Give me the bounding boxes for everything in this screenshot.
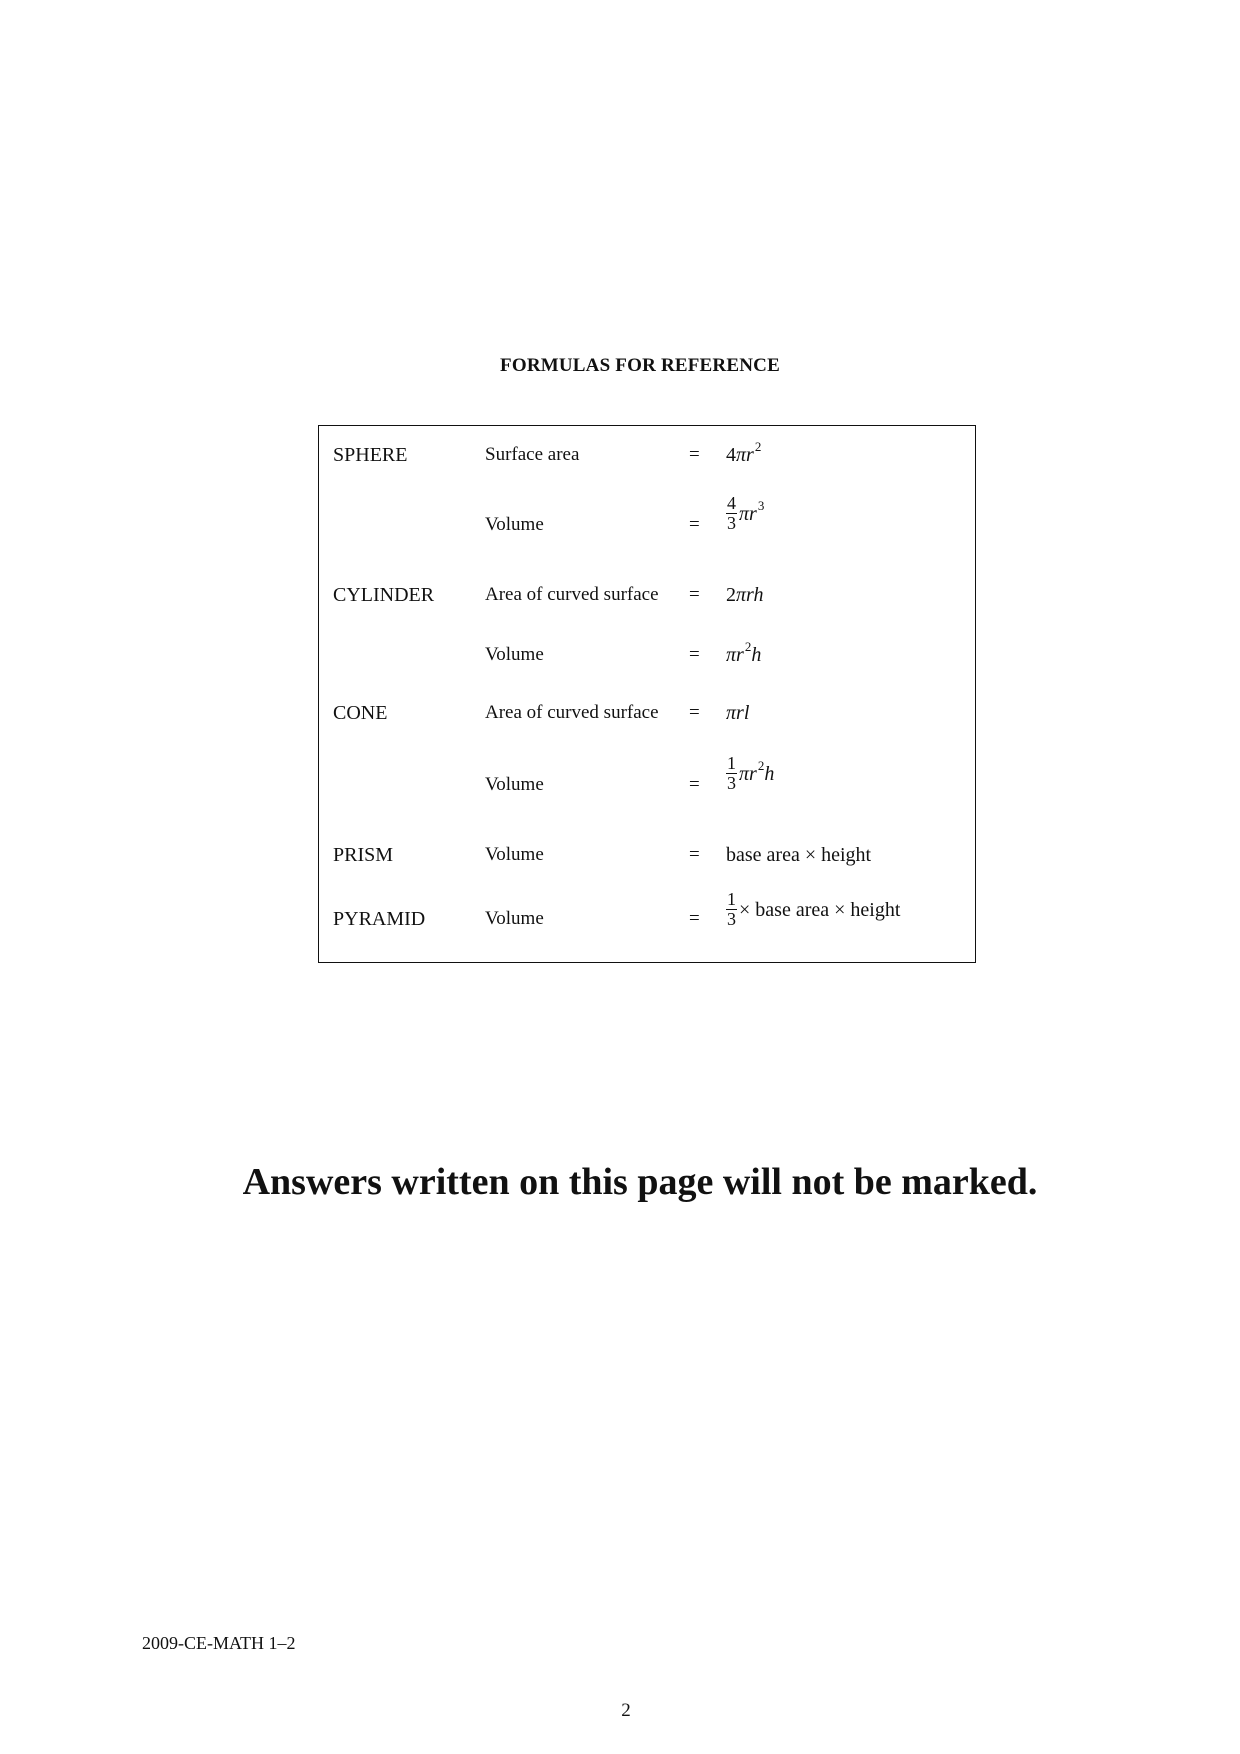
- equals-sign: =: [689, 584, 700, 605]
- shape-label: PYRAMID: [333, 908, 426, 930]
- table-row: [319, 889, 975, 968]
- property-label: Volume: [485, 514, 544, 535]
- property-label: Area of curved surface: [485, 584, 659, 605]
- prism-volume-formula: base area × height: [726, 844, 872, 866]
- shape-label: CONE: [333, 702, 388, 724]
- shape-label: CYLINDER: [333, 584, 435, 606]
- table-row: [319, 702, 975, 762]
- sphere-surface-area-formula: $4\pi r^2$: [726, 439, 762, 466]
- cylinder-curved-surface-formula: 2πrh: [726, 584, 764, 606]
- equals-sign: =: [689, 514, 700, 535]
- equals-sign: =: [689, 774, 700, 795]
- cylinder-volume-formula: $\pi r^2h$: [726, 639, 762, 666]
- sphere-volume-formula: $\frac{4}{3}$ $\pi r^3$: [727, 493, 765, 533]
- equals-sign: =: [689, 444, 700, 465]
- page-title: FORMULAS FOR REFERENCE: [500, 355, 780, 376]
- fraction: $\frac{4}{3}$: [727, 493, 736, 533]
- property-label: Volume: [485, 774, 544, 795]
- table-row: [319, 493, 975, 574]
- notice-text: Answers written on this page will not be marked.: [242, 1161, 1038, 1203]
- property-label: Volume: [485, 644, 544, 665]
- property-label: Volume: [485, 844, 544, 865]
- shape-label: SPHERE: [333, 444, 408, 466]
- table-row: [319, 753, 975, 834]
- shape-label: PRISM: [333, 844, 394, 866]
- paper-code: 2009-CE-MATH 1–2: [142, 1633, 296, 1653]
- equals-sign: =: [689, 644, 700, 665]
- table-row: [319, 639, 975, 704]
- equals-sign: =: [689, 702, 700, 723]
- cone-curved-surface-formula: πrl: [726, 702, 750, 724]
- page-number: 2: [621, 1700, 631, 1721]
- fraction: $\frac{1}{3}$: [727, 753, 736, 793]
- property-label: Volume: [485, 908, 544, 929]
- property-label: Area of curved surface: [485, 702, 659, 723]
- pyramid-volume-formula: $\frac{1}{3}$ × base area × height: [727, 889, 901, 929]
- fraction: $\frac{1}{3}$: [727, 889, 736, 929]
- table-row: [319, 584, 975, 644]
- property-label: Surface area: [485, 444, 580, 465]
- equals-sign: =: [689, 844, 700, 865]
- formula-table: [318, 425, 976, 963]
- table-row: [319, 439, 975, 504]
- equals-sign: =: [689, 908, 700, 929]
- cone-volume-formula: $\frac{1}{3}$ $\pi r^2h$: [727, 753, 775, 793]
